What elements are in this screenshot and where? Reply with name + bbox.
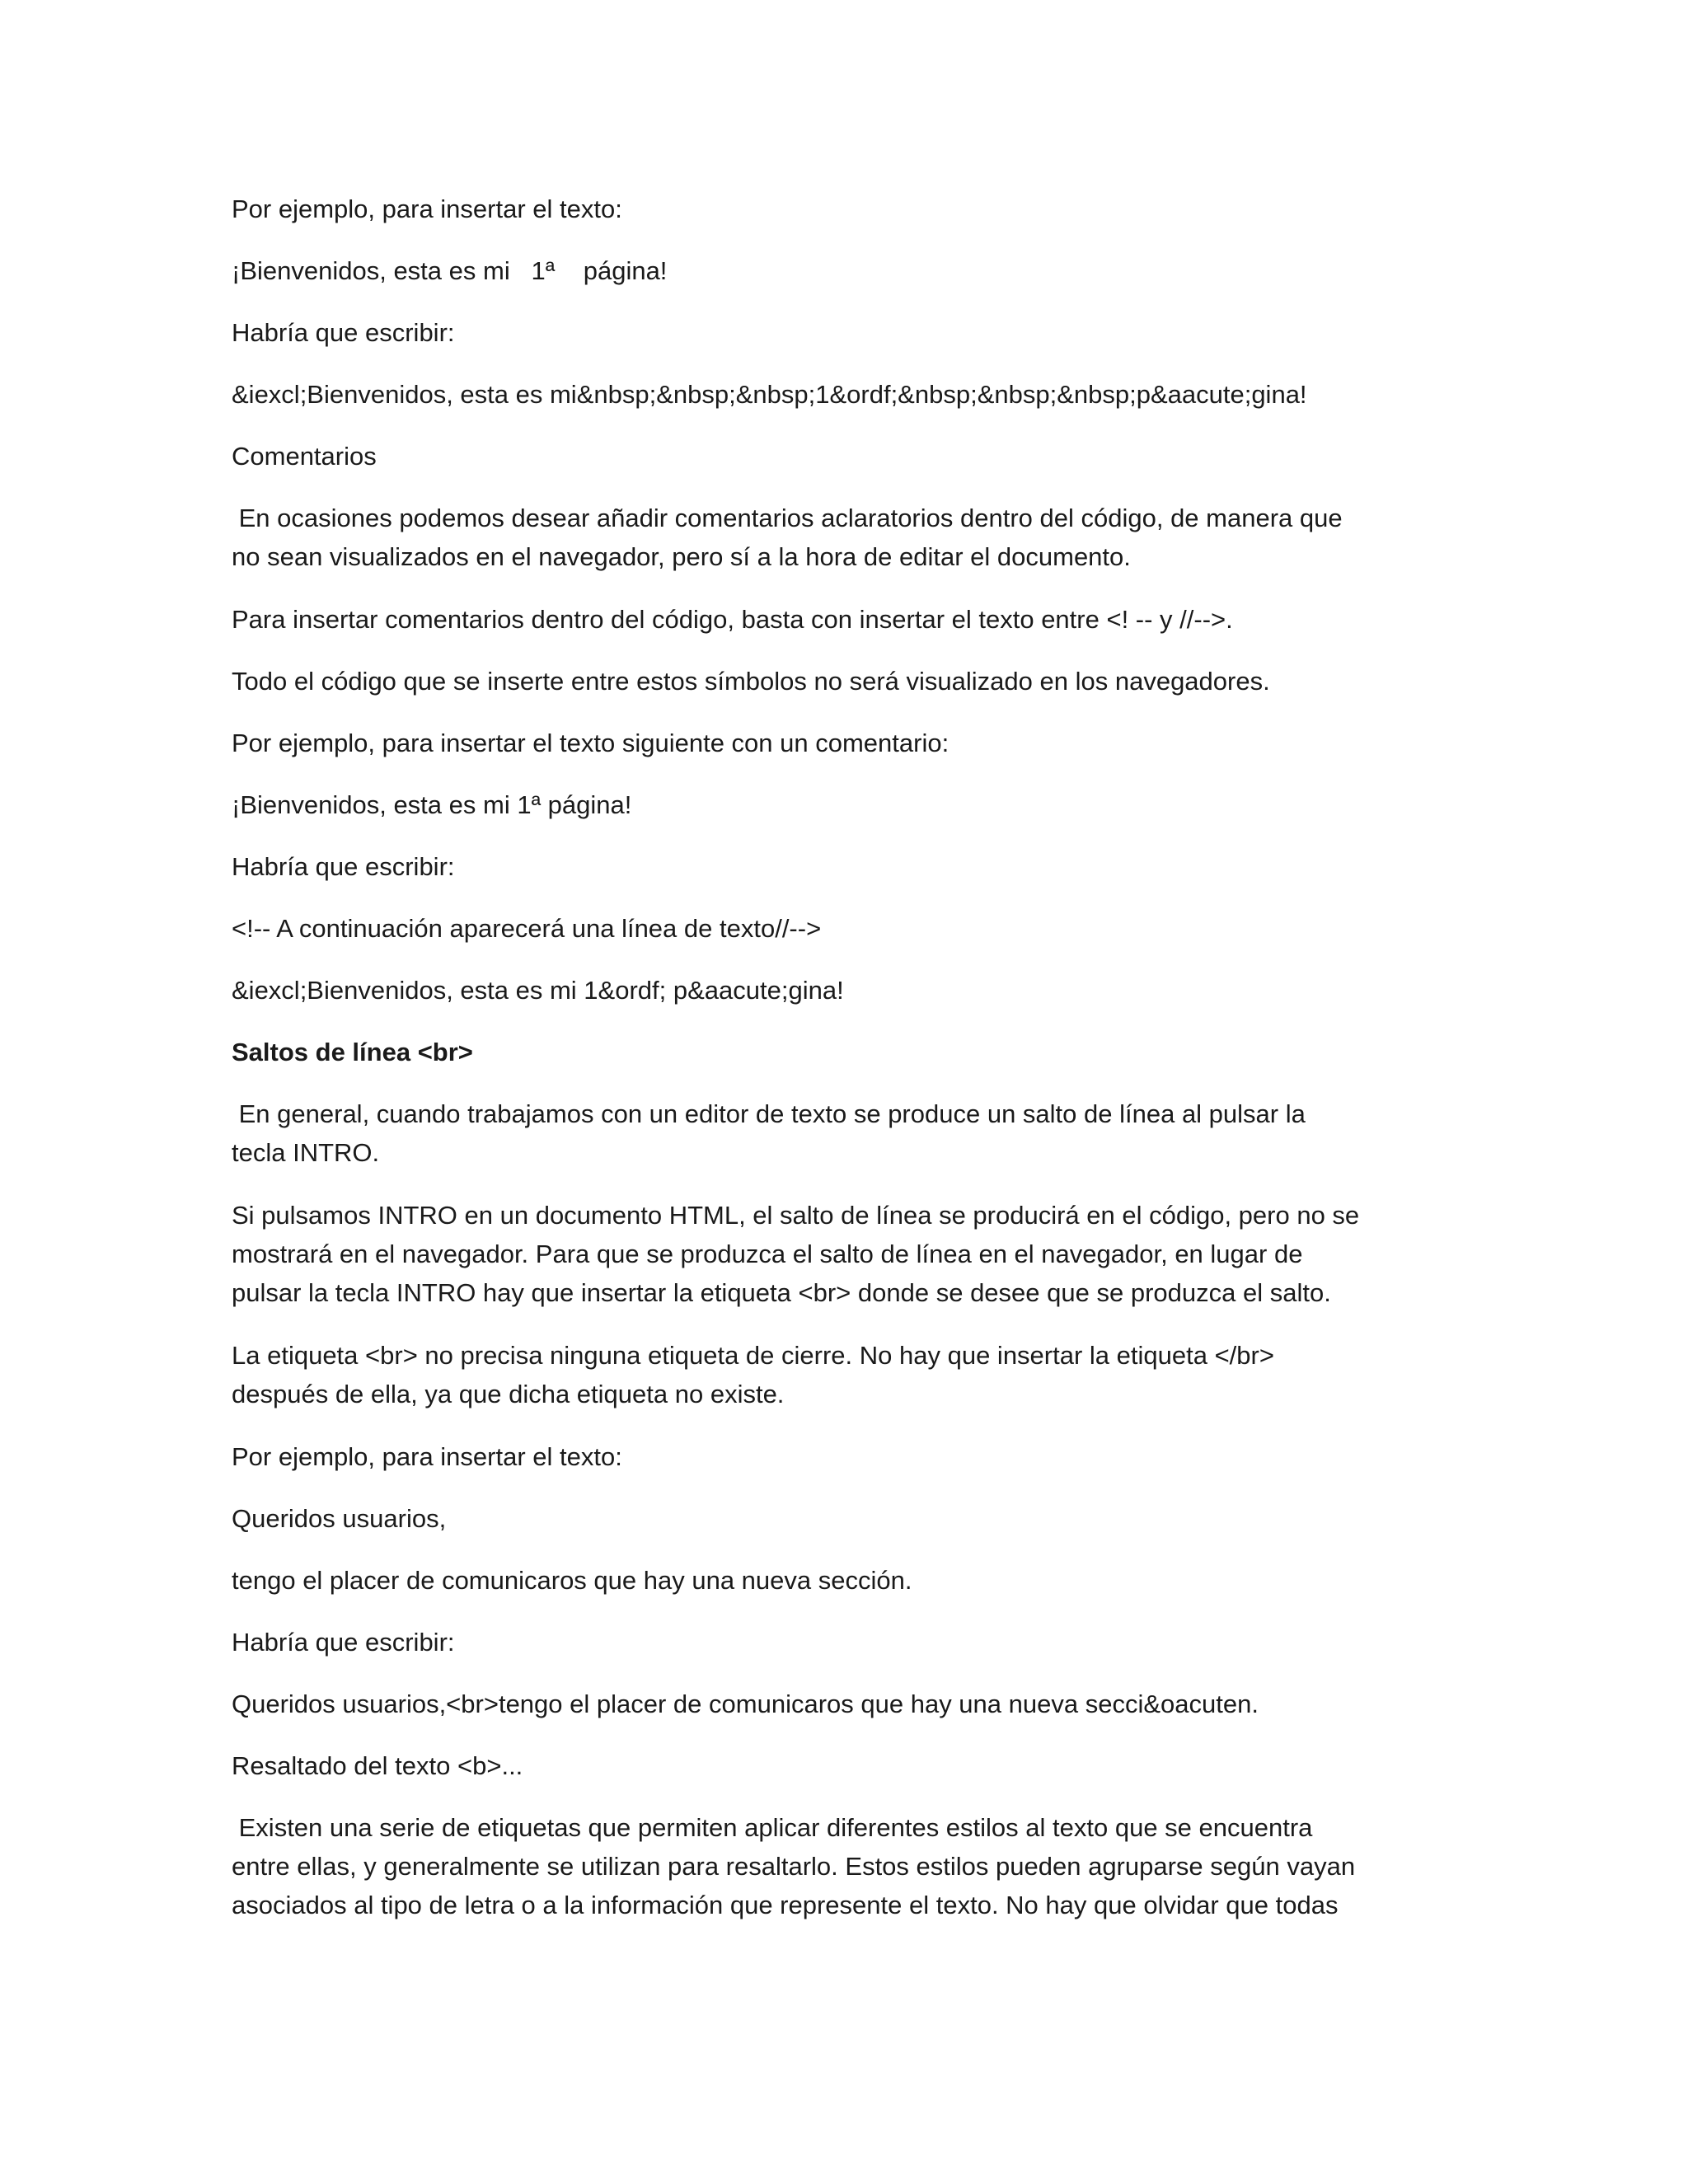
- paragraph: [232, 251, 1464, 290]
- text-line: Para insertar comentarios dentro del código, basta con insertar el texto entre <! -- y //-->.: [232, 605, 1233, 634]
- text-line: La etiqueta <br> no precisa ninguna etiqueta de cierre. No hay que insertar la etiqueta </br>: [232, 1341, 1274, 1370]
- text-line: Por ejemplo, para insertar el texto:: [232, 194, 622, 223]
- text-line: &iexcl;Bienvenidos, esta es mi 1&ordf; p&aacute;gina!: [232, 976, 844, 1005]
- text-line: asociados al tipo de letra o a la información que represente el texto. No hay que olvidar que todas: [232, 1891, 1339, 1919]
- text-line: En general, cuando trabajamos con un editor de texto se produce un salto de línea al pulsar la: [232, 1099, 1306, 1128]
- text-line: después de ella, ya que dicha etiqueta no existe.: [232, 1380, 785, 1408]
- text-line: no sean visualizados en el navegador, pero sí a la hora de editar el documento.: [232, 542, 1131, 571]
- paragraph: [232, 499, 1464, 576]
- paragraph: [232, 724, 1464, 762]
- text-line: Queridos usuarios,<br>tengo el placer de comunicaros que hay una nueva secci&oacuten.: [232, 1690, 1259, 1718]
- text-line: Comentarios: [232, 442, 377, 471]
- paragraph: [232, 1808, 1464, 1924]
- text-line: Queridos usuarios,: [232, 1504, 447, 1533]
- paragraph: [232, 1437, 1464, 1476]
- text-line: Resaltado del texto <b>...: [232, 1751, 523, 1780]
- paragraph: [232, 1196, 1464, 1312]
- paragraph: [232, 785, 1464, 824]
- paragraph: [232, 375, 1464, 414]
- text-line: ¡Bienvenidos, esta es mi 1ª página!: [232, 790, 632, 819]
- text-line: Habría que escribir:: [232, 318, 455, 347]
- text-line: &iexcl;Bienvenidos, esta es mi&nbsp;&nbsp;&nbsp;1&ordf;&nbsp;&nbsp;&nbsp;p&aacute;gina!: [232, 380, 1307, 409]
- text-line: Si pulsamos INTRO en un documento HTML, el salto de línea se producirá en el código, pero no se: [232, 1201, 1360, 1230]
- section-heading: [232, 1033, 1464, 1071]
- paragraph: [232, 1685, 1464, 1723]
- text-line: Existen una serie de etiquetas que permiten aplicar diferentes estilos al texto que se encuentra: [232, 1813, 1313, 1842]
- paragraph: [232, 1746, 1464, 1785]
- paragraph: [232, 1623, 1464, 1661]
- paragraph: [232, 1094, 1464, 1172]
- paragraph: [232, 190, 1464, 228]
- text-line: Habría que escribir:: [232, 1628, 455, 1657]
- text-line: Todo el código que se inserte entre estos símbolos no será visualizado en los navegadores.: [232, 667, 1270, 696]
- text-line: Por ejemplo, para insertar el texto:: [232, 1442, 622, 1471]
- paragraph: [232, 909, 1464, 948]
- text-line: Por ejemplo, para insertar el texto siguiente con un comentario:: [232, 729, 950, 757]
- text-line: Habría que escribir:: [232, 852, 455, 881]
- text-line: tecla INTRO.: [232, 1138, 380, 1167]
- paragraph: [232, 847, 1464, 886]
- paragraph: [232, 1499, 1464, 1538]
- text-line: En ocasiones podemos desear añadir comentarios aclaratorios dentro del código, de manera que: [232, 504, 1343, 532]
- paragraph: [232, 437, 1464, 476]
- text-line: <!-- A continuación aparecerá una línea de texto//-->: [232, 914, 822, 943]
- document-body: [232, 190, 1464, 1948]
- paragraph: [232, 971, 1464, 1010]
- text-line: ¡Bienvenidos, esta es mi 1ª página!: [232, 256, 668, 285]
- text-line: Saltos de línea <br>: [232, 1038, 473, 1066]
- text-line: mostrará en el navegador. Para que se produzca el salto de línea en el navegador, en lugar de: [232, 1240, 1303, 1268]
- text-line: entre ellas, y generalmente se utilizan para resaltarlo. Estos estilos pueden agruparse según vayan: [232, 1852, 1356, 1881]
- text-line: pulsar la tecla INTRO hay que insertar la etiqueta <br> donde se desee que se produzca el salto.: [232, 1278, 1331, 1307]
- paragraph: [232, 313, 1464, 352]
- paragraph: [232, 1561, 1464, 1600]
- paragraph: [232, 662, 1464, 701]
- text-line: tengo el placer de comunicaros que hay una nueva sección.: [232, 1566, 912, 1595]
- paragraph: [232, 600, 1464, 639]
- paragraph: [232, 1336, 1464, 1413]
